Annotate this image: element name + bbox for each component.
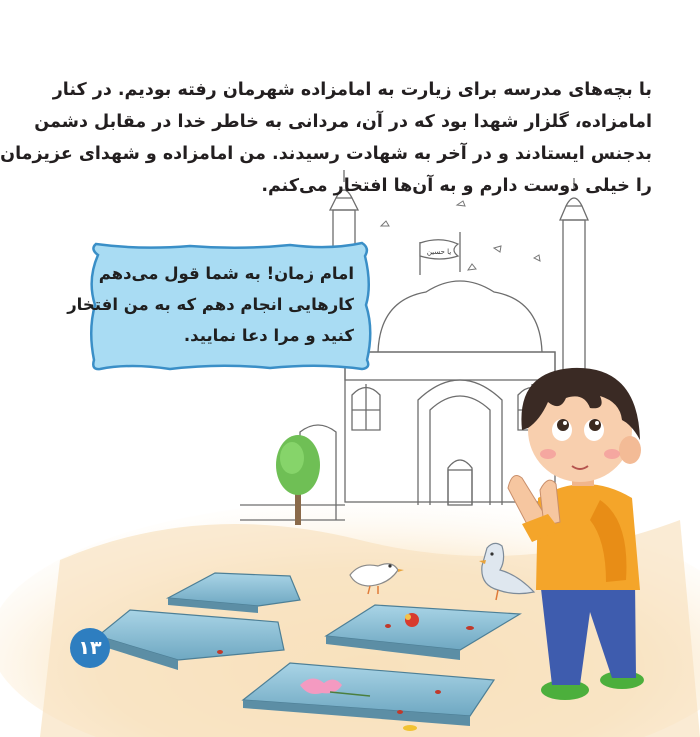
bubble-line: کارهایی انجام دهم که به من افتخار <box>67 295 354 314</box>
flag-text: یا حسین <box>426 248 452 256</box>
story-line: بدجنس ایستادند و در آخر به شهادت رسیدند. من امامزاده و شهدای عزیزمان <box>0 144 652 164</box>
story-paragraph <box>0 74 652 202</box>
story-line: امامزاده، گلزار شهدا بود که در آن، مردانی به خاطر خدا در مقابل دشمن <box>34 112 652 132</box>
bubble-line: کنید و مرا دعا نمایید. <box>183 326 354 345</box>
story-line: را خیلی دوست دارم و به آن‌ها افتخار می‌کنم. <box>261 176 652 196</box>
page-number-badge: ۱۳ <box>70 628 110 668</box>
bubble-line: امام زمان! به شما قول می‌دهم <box>98 264 354 283</box>
speech-bubble-text <box>67 258 354 351</box>
mosque-flag <box>420 240 458 275</box>
story-line: با بچه‌های مدرسه برای زیارت به امامزاده شهرمان رفته بودیم. در کنار <box>52 80 652 100</box>
